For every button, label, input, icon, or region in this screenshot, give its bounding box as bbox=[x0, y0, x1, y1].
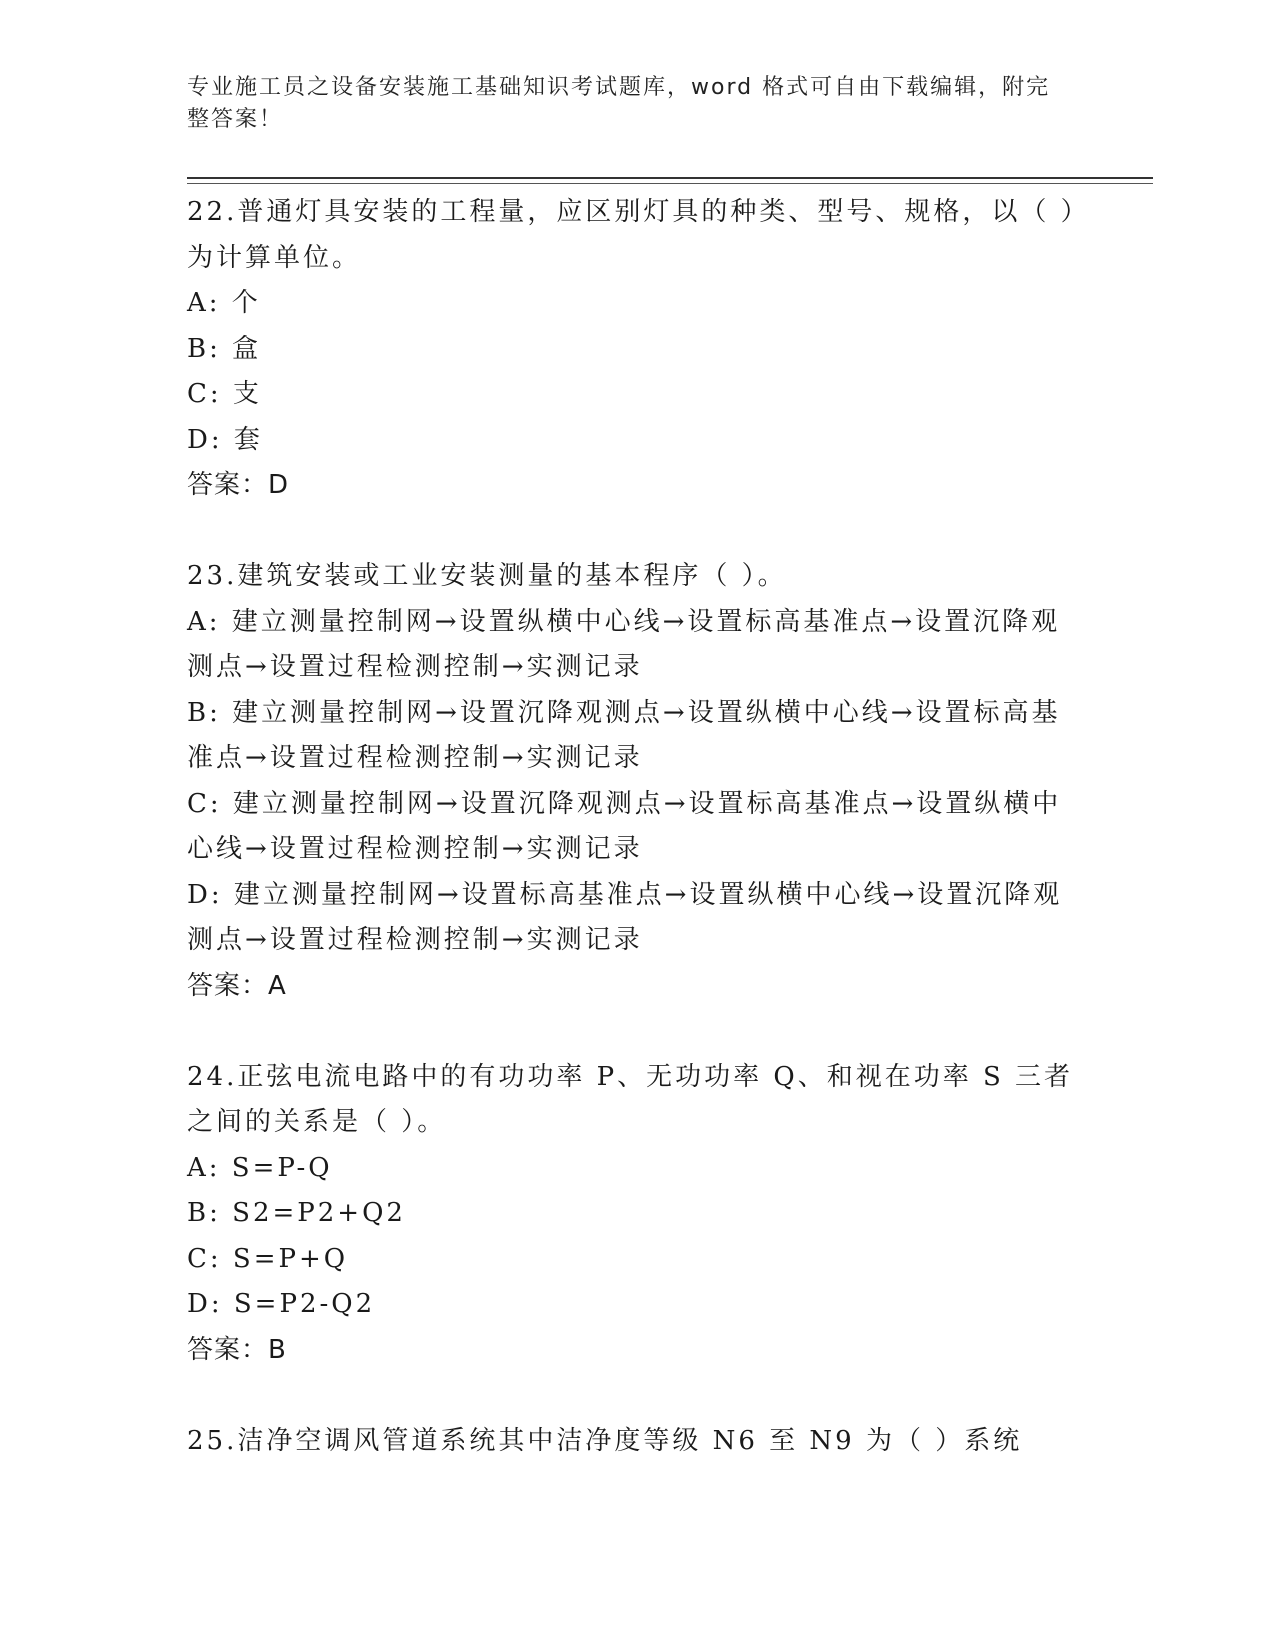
question-24 bbox=[187, 1055, 1087, 1374]
option-b: B: S2=P2+Q2 bbox=[187, 1198, 406, 1228]
answer-line: 答案：B bbox=[187, 1334, 287, 1365]
option-a: A: S=P-Q bbox=[187, 1152, 333, 1183]
header-line-2: 整答案！ bbox=[187, 107, 284, 132]
option-a: A: 建立测量控制网→设置纵横中心线→设置标高基准点→设置沉降观测点→设置过程检测控制→实测记录 bbox=[187, 606, 1061, 682]
option-b: B: 盒 bbox=[187, 333, 262, 364]
question-stem: 25.洁净空调风管道系统其中洁净度等级 N6 至 N9 为（ ）系统 bbox=[187, 1425, 1023, 1456]
header-divider-thin bbox=[187, 183, 1153, 184]
option-c: C: 建立测量控制网→设置沉降观测点→设置标高基准点→设置纵横中心线→设置过程检测控制→实测记录 bbox=[187, 788, 1062, 864]
question-spacer bbox=[187, 509, 1087, 555]
header-line-1: 专业施工员之设备安装施工基础知识考试题库，word 格式可自由下载编辑，附完 bbox=[187, 75, 1051, 100]
option-b: B: 建立测量控制网→设置沉降观测点→设置纵横中心线→设置标高基准点→设置过程检测控制→实测记录 bbox=[187, 697, 1061, 773]
answer-line: 答案：D bbox=[187, 470, 290, 500]
question-25 bbox=[187, 1419, 1087, 1465]
question-spacer bbox=[187, 1373, 1087, 1419]
question-23 bbox=[187, 554, 1087, 1009]
document-header bbox=[187, 72, 1067, 136]
question-stem: 24.正弦电流电路中的有功功率 P、无功功率 Q、和视在功率 S 三者之间的关系是（ ）。 bbox=[187, 1061, 1074, 1137]
header-divider-thick bbox=[187, 177, 1153, 179]
option-d: D: 套 bbox=[187, 424, 263, 455]
question-stem: 23.建筑安装或工业安装测量的基本程序（ ）。 bbox=[187, 561, 787, 591]
option-a: A: 个 bbox=[187, 288, 261, 318]
option-c: C: S=P+Q bbox=[187, 1243, 349, 1274]
question-stem: 22.普通灯具安装的工程量，应区别灯具的种类、型号、规格，以（ ）为计算单位。 bbox=[187, 197, 1077, 273]
option-c: C: 支 bbox=[187, 379, 262, 409]
option-d: D: S=P2-Q2 bbox=[187, 1289, 376, 1319]
question-22 bbox=[187, 190, 1087, 509]
answer-line: 答案：A bbox=[187, 970, 287, 1001]
question-spacer bbox=[187, 1009, 1087, 1055]
question-list bbox=[187, 190, 1087, 1464]
option-d: D: 建立测量控制网→设置标高基准点→设置纵横中心线→设置沉降观测点→设置过程检测控制→实测记录 bbox=[187, 879, 1063, 955]
